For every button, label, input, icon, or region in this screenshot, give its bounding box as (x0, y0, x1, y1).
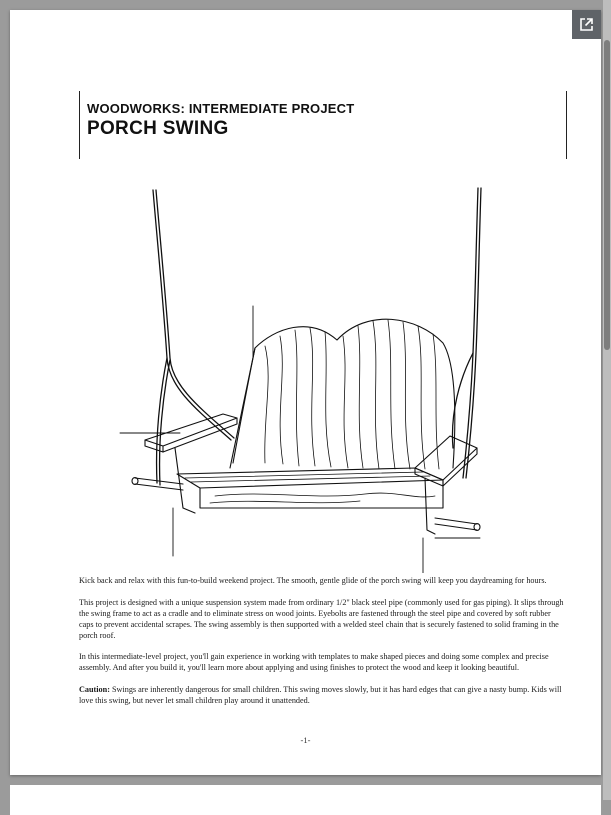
body-text (79, 575, 567, 716)
open-in-new-window-icon (579, 17, 594, 32)
popout-button[interactable] (572, 10, 601, 39)
page-title: PORCH SWING (87, 118, 229, 139)
header-rule-right (566, 91, 567, 159)
scrollbar-thumb[interactable] (604, 40, 610, 350)
caution-text: Swings are inherently dangerous for small children. This swing moves slowly, but it has hard edges that can give a nasty bump. Kids will love this swing, but never let small children play around it unattended. (79, 684, 562, 705)
caution-label: Caution: (79, 684, 110, 694)
paragraph-intro: Kick back and relax with this fun-to-build weekend project. The smooth, gentle glide of the porch swing will keep you daydreaming for hours. (79, 576, 547, 585)
paragraph-design: This project is designed with a unique suspension system made from ordinary 1/2" black steel pipe (commonly used for gas piping). It slips through the swing frame to act as a cradle and to eliminate stress on wood joints. Eyebolts are fastened through the steel pipe and covered by soft rubber caps to prevent accidental scrapes. The swing assembly is then supported with a welded steel chain that is securely fastened to solid framing in the porch roof. (79, 597, 564, 640)
left-armrest (145, 414, 237, 513)
guide-lines (120, 306, 480, 573)
page-number: -1- (300, 735, 311, 745)
document-eyebrow: WOODWORKS: INTERMEDIATE PROJECT (87, 101, 355, 116)
document-page (10, 10, 601, 775)
seat (177, 468, 443, 508)
porch-swing-illustration (105, 178, 495, 573)
caution-paragraph (79, 684, 567, 706)
seat-back (230, 319, 455, 469)
right-chain-icon (452, 188, 481, 478)
vertical-scrollbar[interactable] (603, 0, 611, 800)
paragraph-experience: In this intermediate-level project, you'll gain experience in working with templates to make shaped pieces and doing some complex and precise assembly. And after you build it, you'll learn more about applying and using finishes to protect the wood and keep it looking beautiful. (79, 652, 549, 672)
next-page-preview (10, 785, 601, 815)
header-rule-left (79, 91, 80, 159)
support-pipes (132, 478, 480, 531)
